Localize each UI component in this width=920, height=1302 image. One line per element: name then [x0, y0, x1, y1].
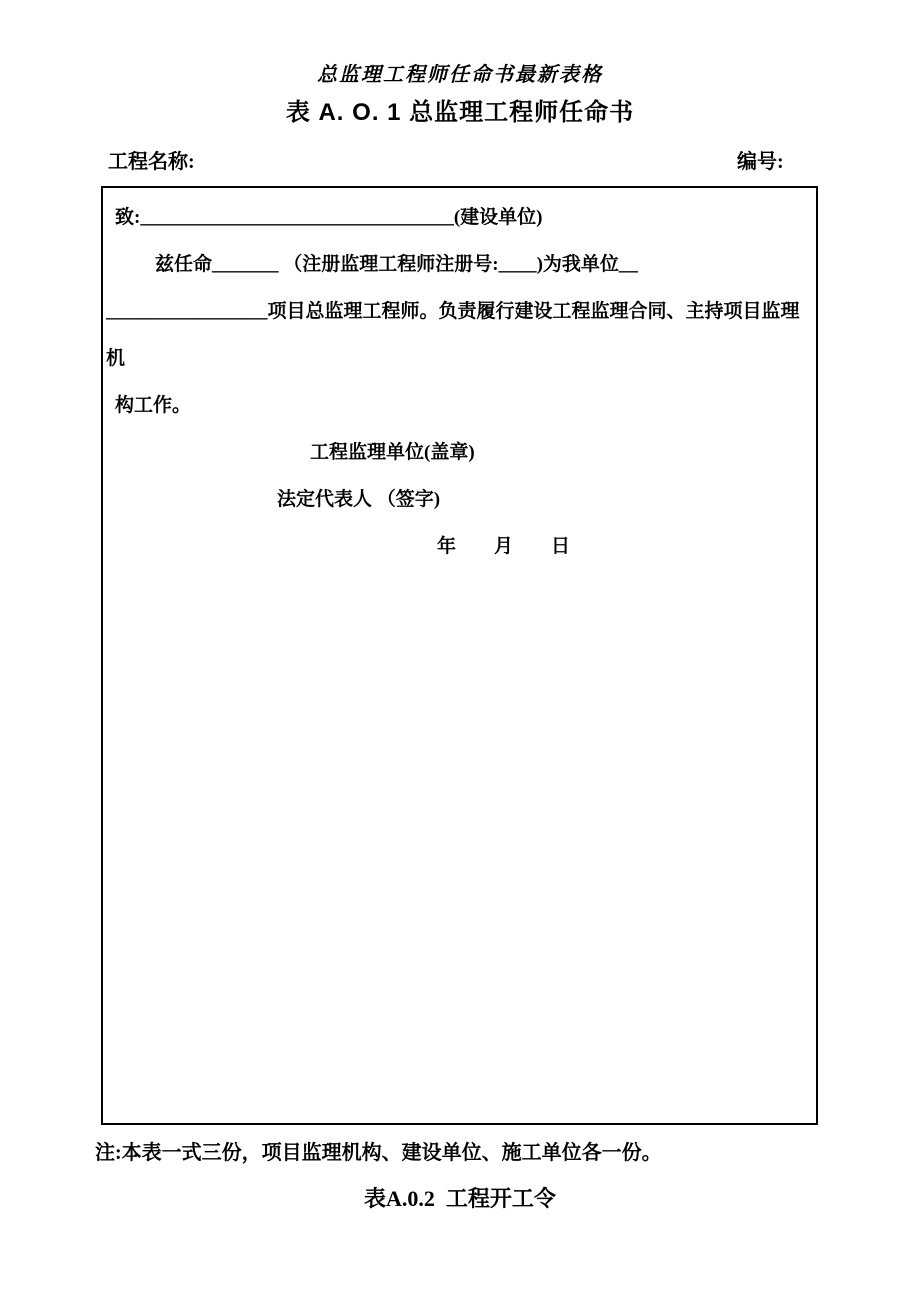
serial-number-label: 编号:: [737, 151, 784, 173]
footer-note: 注:本表一式三份，项目监理机构、建设单位、施工单位各一份。: [95, 1142, 662, 1164]
date-line: 年 月 日: [437, 536, 571, 557]
legal-representative-line: 法定代表人 （签字): [277, 489, 441, 510]
unit-seal-line: 工程监理单位(盖章): [310, 442, 475, 463]
addressee-line: 致:_________________________________(建设单位): [115, 207, 543, 228]
project-name-label: 工程名称:: [108, 151, 195, 173]
form-body-box: [101, 186, 818, 1125]
continuation-line-2: 构工作。: [115, 395, 192, 416]
appointment-line: 兹任命_______ （注册监理工程师注册号:____)为我单位__: [155, 254, 638, 275]
doc-title: 表 A. O. 1 总监理工程师任命书: [285, 99, 635, 126]
continuation-line: _________________项目总监理工程师。负责履行建设工程监理合同、主持项目监理机: [106, 301, 800, 369]
next-table-title: 表A.0.2 工程开工令: [364, 1186, 556, 1211]
doc-subtitle: 总监理工程师任命书最新表格: [317, 64, 603, 86]
